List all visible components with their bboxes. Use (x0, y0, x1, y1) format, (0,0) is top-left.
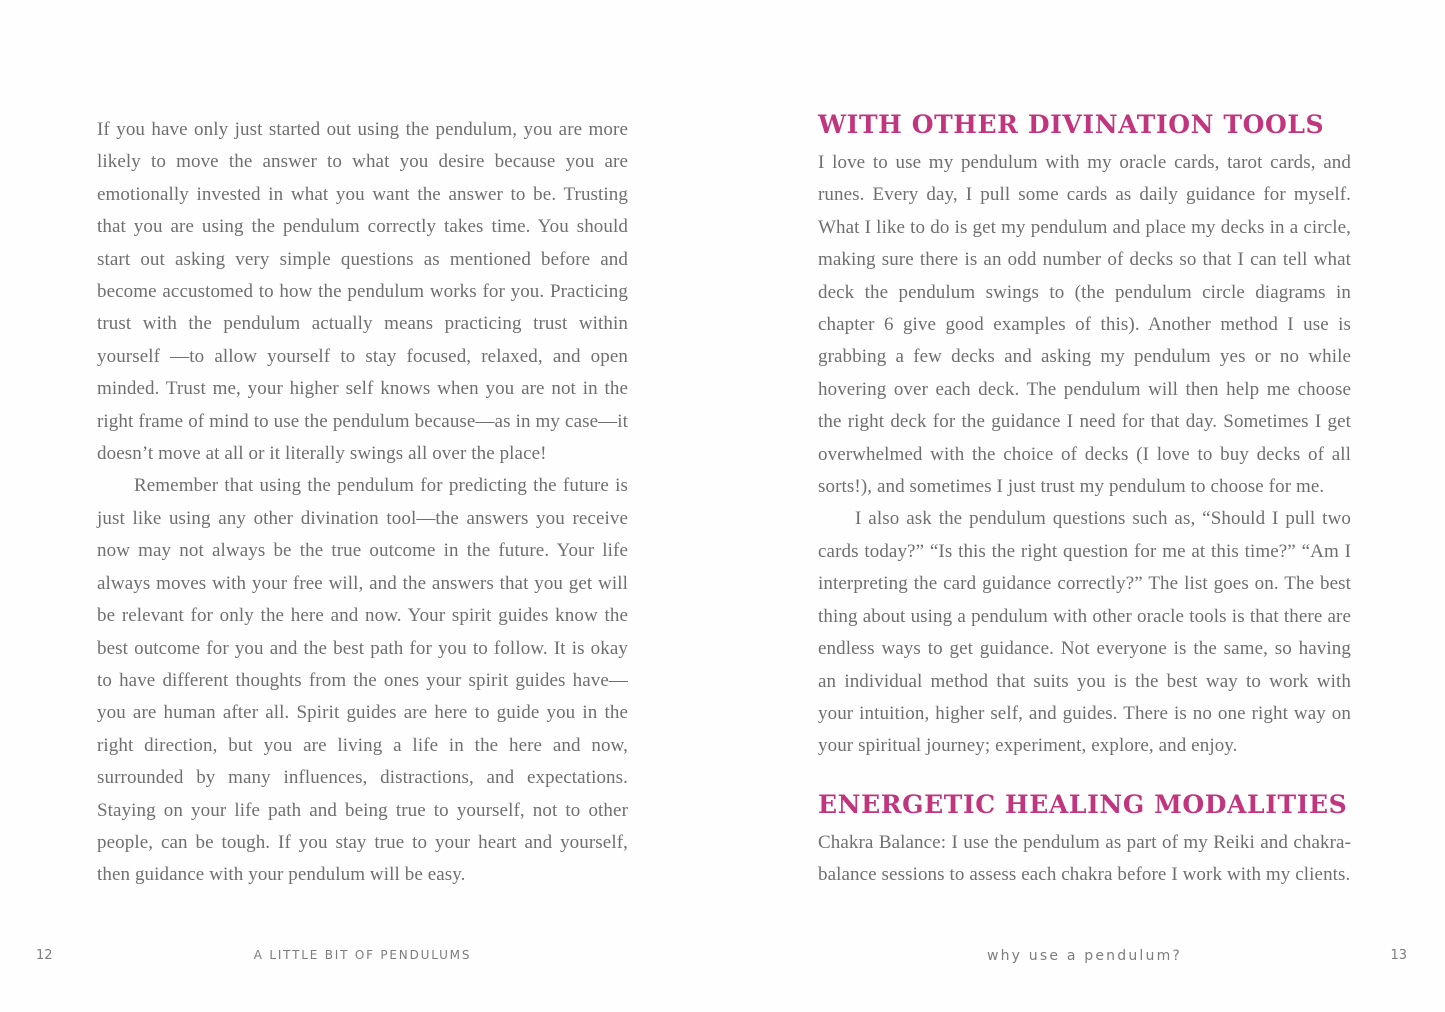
right-page-paragraph: Chakra Balance: I use the pendulum as part of my Reiki and chakra-balance sessions to assess each chakra before I work with my clients. (818, 831, 1351, 886)
right-running-title: why use a pendulum? (986, 948, 1183, 964)
left-page-number: 12 (36, 948, 53, 963)
right-page-paragraph: I love to use my pendulum with my oracle cards, tarot cards, and runes. Every day, I pull some cards as daily guidance for myself. What I like to do is get my pendulum and place my decks in a circle, making sure there is an odd number of decks so that I can tell what deck the pendulum swings to (the pendulum circle diagrams in chapter 6 give good examples of this). Another method I use is grabbing a few decks and asking my pendulum yes or no while hovering over each deck. The pendulum will then help me choose the right deck for the guidance I need for that day. Sometimes I get overwhelmed with the choice of decks (I love to buy decks of all sorts!), and sometimes I just trust my pendulum to choose for me. (818, 152, 1351, 498)
left-running-title: A LITTLE BIT OF PENDULUMS (253, 948, 472, 962)
left-page-paragraph: If you have only just started out using the pendulum, you are more likely to move the answer to what you desire because you are emotionally invested in what you want the answer to be. Trusting that you are using the pendulum correctly takes time. You should start out asking very simple questions as mentioned before and become accustomed to how the pendulum works for you. Practicing trust with the pendulum actually means practicing trust within yourself —to allow yourself to stay focused, relaxed, and open minded. Trust me, your higher self knows when you are not in the right frame of mind to use the pendulum because—as in my case—it doesn’t move at all or it literally swings all over the place! (97, 119, 628, 465)
section-heading-healing-modalities: ENERGETIC HEALING MODALITIES (818, 789, 1348, 819)
right-page-number: 13 (1390, 948, 1407, 963)
left-page-paragraph: Remember that using the pendulum for predicting the future is just like using any other divination tool—the answers you receive now may not always be the true outcome in the future. Your life always moves with your free will, and the answers that you get will be relevant for only the here and now. Your spirit guides know the best outcome for you and the best path for you to follow. It is okay to have different thoughts from the ones your spirit guides have—you are human after all. Spirit guides are here to guide you in the right direction, but you are living a life in the here and now, surrounded by many influences, distractions, and expectations. Staying on your life path and being true to yourself, not to other people, can be tough. If you stay true to your heart and yourself, then guidance with your pendulum will be easy. (97, 475, 628, 886)
section-heading-divination-tools: WITH OTHER DIVINATION TOOLS (818, 110, 1325, 139)
left-page-text-column (97, 114, 628, 892)
right-page-text-column (818, 110, 1351, 892)
right-page-paragraph: I also ask the pendulum questions such as, “Should I pull two cards today?” “Is this the right question for me at this time?” “Am I interpreting the card guidance correctly?” The list goes on. The best thing about using a pendulum with other oracle tools is that there are endless ways to get guidance. Not everyone is the same, so having an individual method that suits you is the best way to work with your intuition, higher self, and guides. There is no one right way on your spiritual journey; experiment, explore, and enjoy. (818, 508, 1351, 757)
